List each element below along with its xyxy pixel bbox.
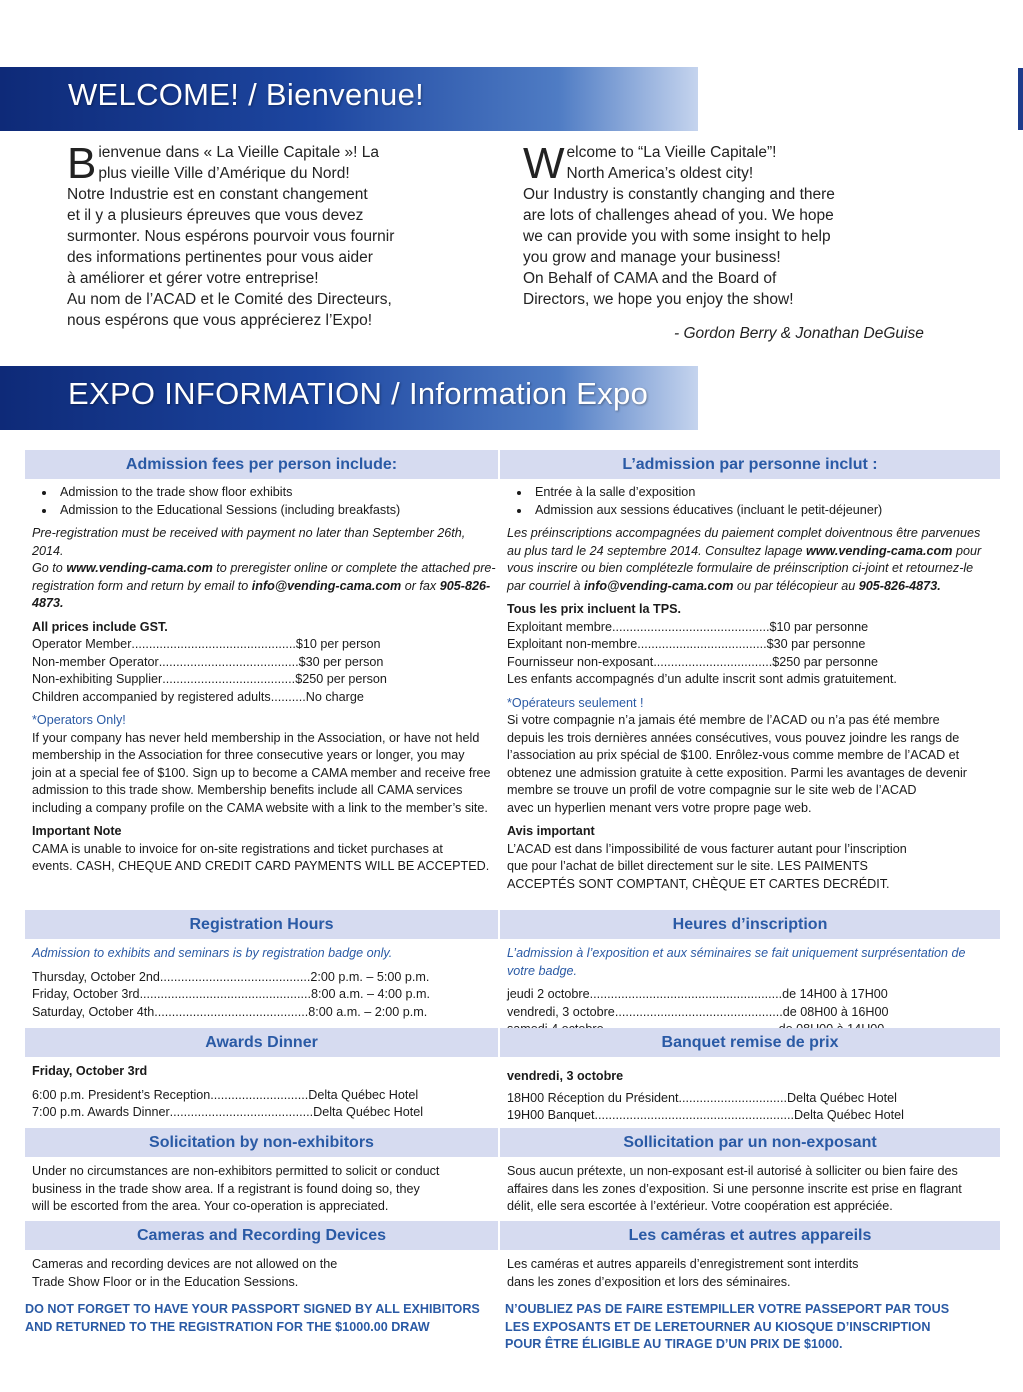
children-line: Les enfants accompagnés d’un adulte inscrit sont admis gratuitement. [507,672,897,686]
note-title: Avis important [507,824,595,838]
prereg-line: par courriel à info@vending-cama.com ou par télécopieur au 905-826-4873. [507,578,941,593]
solicitation-line: délit, elle sera escortée à l’extérieur. Votre coopération est appréciée. [507,1199,893,1213]
registration-intro: L’admission à l’exposition et aux séminaires se fait uniquement surprésentation de votre badge. [507,946,966,978]
welcome-fr-line: Notre Industrie est en constant changement [67,186,368,203]
welcome-signature: - Gordon Berry & Jonathan DeGuise [674,325,924,342]
welcome-en-line: elcome to “La Vieille Capitale”! [566,144,777,161]
cameras-en [32,1256,497,1291]
prereg-line: Pre-registration must be received with payment no later than September 26th, 2014. [32,526,466,558]
prices-title: All prices include GST. [32,619,168,634]
welcome-en-line: On Behalf of CAMA and the Board of [523,270,777,287]
price-row: Fournisseur non-exposant .................................. $250 par personne [507,654,879,669]
prereg-line: au plus tard le 24 septembre 2014. Consultez lapage www.vending-cama.com pour [507,543,982,558]
registration-intro: Admission to exhibits and seminars is by registration badge only. [32,946,393,960]
note-line: ACCEPTÉS SONT COMPTANT, CHÈQUE ET CARTES DECRÉDIT. [507,876,890,891]
note-line: events. CASH, CHEQUE AND CREDIT CARD PAYMENTS WILL BE ACCEPTED. [32,859,490,873]
passport-line: DO NOT FORGET TO HAVE YOUR PASSPORT SIGNED BY ALL EXHIBITORS [25,1302,480,1316]
hours-row: jeudi 2 octobre ....................................................... de 14H00 à 17H00 [507,987,888,1001]
operators-title: *Operators Only! [32,713,126,727]
registration-en [32,945,497,1021]
hours-row: Saturday, October 4th ............................................ 8:00 a.m. – 2:00 p.m. [32,1004,428,1019]
price-row: Non-exhibiting Supplier ...................................... $250 per person [32,672,387,686]
operators-line: including a company profile on the CAMA website with a link to the member’s site. [32,800,488,815]
welcome-en-line: Our Industry is constantly changing and there [523,186,835,203]
welcome-en-line: are lots of challenges ahead of you. We hope [523,207,834,224]
registration-fr [507,945,997,1039]
note-line: L’ACAD est dans l’impossibilité de vous facturer autant pour l’inscription [507,841,907,856]
expo-banner [0,366,698,430]
solicitation-line: Under no circumstances are non-exhibitors permitted to solicit or conduct [32,1164,440,1178]
cameras-line: Trade Show Floor or in the Education Sessions. [32,1274,299,1289]
cameras-header-fr: Les caméras et autres appareils [500,1221,1000,1250]
welcome-fr-line: et il y a plusieurs épreuves que vous devez [67,207,364,224]
passport-line: POUR ÊTRE ÉLIGIBLE AU TIRAGE D’UN PRIX DE $1000. [505,1337,843,1351]
welcome-en-line: Directors, we hope you enjoy the show! [523,291,794,308]
price-row: Exploitant non-membre ..................................... $30 par personne [507,637,866,651]
passport-line: N’OUBLIEZ PAS DE FAIRE ESTEMPILLER VOTRE PASSEPORT PAR TOUS [505,1302,950,1316]
website-link[interactable]: www.vending-cama.com [805,543,953,558]
welcome-en-line: we can provide you with some insight to help [523,228,831,245]
operators-line: membership in the Association for three consecutive years or longer, you may [32,748,465,762]
operators-line: depuis les trois dernières années consécutives, vous pouvez joindre les rangs de [507,730,960,745]
welcome-english [523,139,923,310]
cameras-header-en: Cameras and Recording Devices [25,1221,498,1250]
operators-title: *Opérateurs seulement ! [507,695,644,710]
awards-row: 19H00 Banquet ......................................................... Delta Québec Hotel [507,1108,904,1122]
cameras-line: Cameras and recording devices are not allowed on the [32,1257,338,1271]
hours-row: Thursday, October 2nd ........................................... 2:00 p.m. – 5:00 p.m. [32,969,430,984]
operators-line: l’association au prix spécial de $100. Enrôlez-vous comme membre de l’ACAD et [507,748,960,762]
solicitation-header-en: Solicitation by non-exhibitors [25,1128,498,1157]
solicitation-line: Sous aucun prétexte, un non-exposant est-il autorisé à solliciter ou bien faire des [507,1164,958,1178]
list-item: • Admission aux sessions éducatives (incluant le petit-déjeuner) [531,502,997,520]
prereg-line: Go to www.vending-cama.com to preregister online or complete the attached pre- [32,561,496,575]
email-link[interactable]: info@vending-cama.com [251,578,402,593]
awards-fr [507,1068,997,1125]
operators-line: Si votre compagnie n’a jamais été membre de l’ACAD ou n’a pas été membre [507,713,940,727]
welcome-fr-line: à améliorer et gérer votre entreprise! [67,270,319,287]
solicitation-fr [507,1163,997,1216]
note-title: Important Note [32,824,122,838]
admission-en [32,484,497,876]
operators-line: join at a special fee of $100. Sign up to become a CAMA member and receive free [32,765,491,780]
welcome-french [67,139,467,331]
price-row: Children accompanied by registered adults .......... No charge [32,689,364,704]
operators-line: admission to this trade show. Membership benefits include all CAMA services [32,783,463,797]
hours-row: Friday, October 3rd ................................................. 8:00 a.m. – 4:00 p.m. [32,987,431,1001]
list-item: • Entrée à la salle d’exposition [531,484,997,502]
prereg-line: registration form and return by email to info@vending-cama.com or fax 905-826-4873. [32,578,491,610]
solicitation-header-fr: Sollicitation par un non-exposant [500,1128,1000,1157]
welcome-fr-line: ienvenue dans « La Vieille Capitale »! La [98,144,380,161]
awards-row: 7:00 p.m. Awards Dinner ......................................... Delta Québec Hotel [32,1105,424,1119]
welcome-fr-line: surmonter. Nous espérons pourvoir vous fournir [67,228,395,245]
passport-note-fr [505,1301,1000,1354]
welcome-banner [0,67,698,131]
solicitation-line: affaires dans les zones d’exposition. Si une personne inscrite est prise en flagrant [507,1181,962,1196]
welcome-fr-line: des informations pertinentes pour vous aider [67,249,373,266]
awards-row: 6:00 p.m. President’s Reception ............................ Delta Québec Hotel [32,1087,419,1102]
awards-date: Friday, October 3rd [32,1064,148,1078]
fax-number: 905-826-4873. [858,578,941,593]
operators-line: If your company has never held membership in the Association, or have not held [32,730,480,745]
admission-header-fr: L’admission par personne inclut : [500,450,1000,479]
cameras-line: dans les zones d’exposition et lors des séminaires. [507,1274,791,1289]
admission-fr [507,484,997,893]
awards-header-fr: Banquet remise de prix [500,1028,1000,1057]
fax-number: 905-826-4873. [32,578,491,610]
list-item: • Admission to the trade show floor exhibits [56,484,497,502]
expo-title: EXPO INFORMATION / Information Expo [68,376,649,411]
passport-line: AND RETURNED TO THE REGISTRATION FOR THE $1000.00 DRAW [25,1319,430,1334]
price-row: Exploitant membre ............................................. $10 par personne [507,619,869,634]
welcome-en-line: North America’s oldest city! [566,165,754,182]
solicitation-line: will be escorted from the area. Your co-operation is appreciated. [32,1199,389,1213]
note-line: CAMA is unable to invoice for on-site registrations and ticket purchases at [32,841,443,856]
email-link[interactable]: info@vending-cama.com [584,578,734,593]
passport-line: LES EXPOSANTS ET DE LERETOURNER AU KIOSQUE D’INSCRIPTION [505,1319,931,1334]
awards-row: 18H00 Réception du Président ............................... Delta Québec Hotel [507,1090,897,1105]
prereg-line: Les préinscriptions accompagnées du paiement complet doiventnous être parvenues [507,526,981,540]
cameras-fr [507,1256,997,1291]
prices-title: Tous les prix incluent la TPS. [507,602,682,616]
note-line: que pour l’achat de billet directement sur le site. LES PAIMENTS [507,859,868,873]
operators-line: membre se trouve un profil de votre compagnie sur le site web de l’ACAD [507,783,917,797]
cameras-line: Les caméras et autres appareils d’enregistrement sont interdits [507,1257,859,1271]
admission-header-en: Admission fees per person include: [25,450,498,479]
awards-header-en: Awards Dinner [25,1028,498,1057]
welcome-en-line: you grow and manage your business! [523,249,781,266]
page-edge-mark [1018,68,1023,130]
operators-line: obtenez une admission gratuite à cette exposition. Parmi les avantages de devenir [507,765,967,780]
dropcap-b: B [67,139,97,188]
passport-note-en [25,1301,495,1336]
solicitation-line: business in the trade show area. If a registrant is found doing so, they [32,1181,420,1196]
solicitation-en [32,1163,497,1216]
registration-header-en: Registration Hours [25,910,498,939]
welcome-fr-line: Au nom de l’ACAD et le Comité des Directeurs, [67,291,392,308]
operators-line: avec un hyperlien menant vers votre propre page web. [507,800,812,815]
awards-en [32,1063,497,1122]
dropcap-w: W [523,139,565,188]
registration-header-fr: Heures d’inscription [500,910,1000,939]
awards-date: vendredi, 3 octobre [507,1069,624,1083]
welcome-fr-line: nous espérons que vous apprécierez l’Expo! [67,312,373,329]
welcome-title: WELCOME! / Bienvenue! [68,77,425,112]
price-row: Operator Member ............................................... $10 per person [32,637,381,651]
price-row: Non-member Operator ........................................ $30 per person [32,654,384,669]
website-link[interactable]: www.vending-cama.com [66,561,213,575]
list-item: • Admission to the Educational Sessions (including breakfasts) [56,502,497,520]
prereg-line: vous inscrire ou bien complétezle formulaire de préinscription ci-joint et retournez-le [507,561,974,575]
admission-en-bullets [32,484,497,519]
welcome-fr-line: plus vieille Ville d’Amérique du Nord! [98,165,350,182]
admission-fr-bullets [507,484,997,519]
hours-row: vendredi, 3 octobre ................................................ de 08H00 à 16H00 [507,1004,889,1019]
